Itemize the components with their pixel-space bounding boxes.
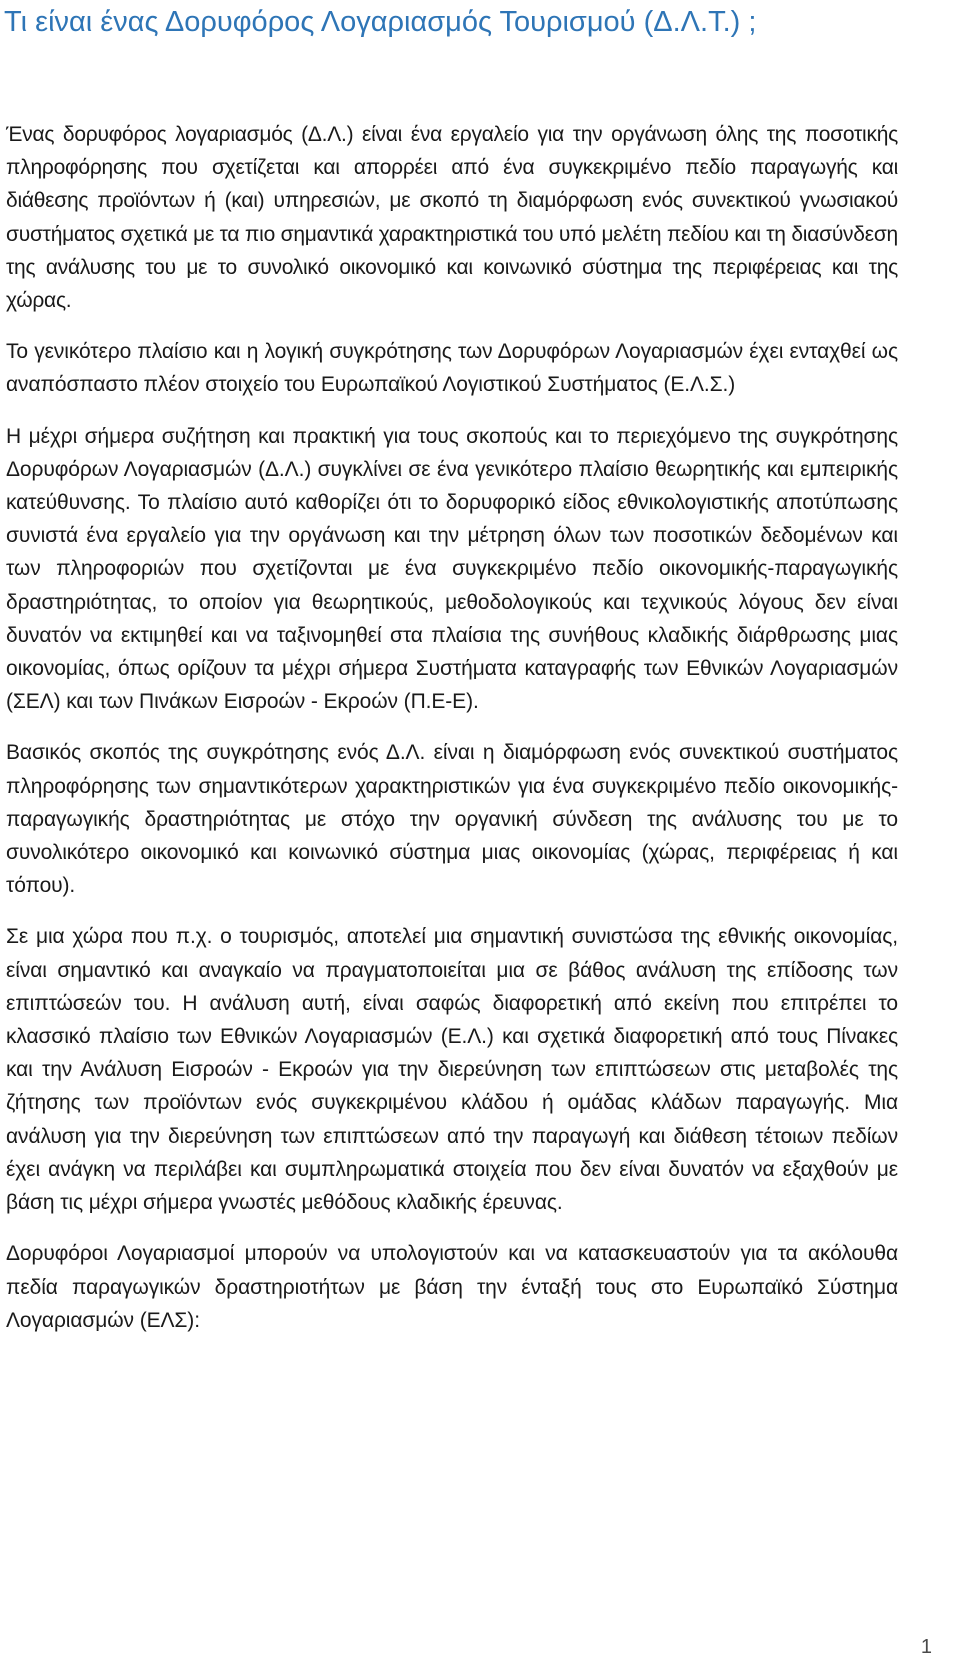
paragraph-tourism-example: Σε μια χώρα που π.χ. ο τουρισμός, αποτελεί μια σημαντική συνιστώσα της εθνικής οικονομίας, είναι σημαντικό και αναγκαίο να πραγματοποιείται μια σε βάθος ανάλυση της επίδοσης των επιπτώσεών του. Η ανάλυση αυτή, είναι σαφώς διαφορετική από εκείνη που επιτρέπει το κλασσικό πλαίσιο των Εθνικών Λογαριασμών (Ε.Λ.) και σχετικά διαφορετική από τους Πίνακες και την Ανάλυση Εισροών - Εκροών για την διερεύνηση των επιπτώσεων στις μεταβολές της ζήτησης των προϊόντων ενός συγκεκριμένου κλάδου ή ομάδας κλάδων παραγωγής. Μια ανάλυση για την διερεύνηση των επιπτώσεων από την παραγωγή και διάθεση τέτοιων πεδίων έχει ανάγκη να περιλάβει και συμπληρωματικά στοιχεία που δεν είναι δυνατόν να εξαχθούν με βάση τις μέχρι σήμερα γνωστές μεθόδους κλαδικής έρευνας. bbox=[6, 925, 898, 1215]
page-number: 1 bbox=[920, 1636, 932, 1658]
document-body bbox=[6, 118, 898, 1337]
paragraph-definition: Ένας δορυφόρος λογαριασμός (Δ.Λ.) είναι ένα εργαλείο για την οργάνωση όλης της ποσοτικής πληροφόρησης που σχετίζεται και απορρέει από ένα συγκεκριμένο πεδίο παραγωγής και διάθεσης προϊόντων ή (και) υπηρεσιών, με σκοπό τη διαμόρφωση ενός συνεκτικού γνωσιακού συστήματος σχετικά με τα πιο σημαντικά χαρακτηριστικά του υπό μελέτη πεδίου και τη διασύνδεση της ανάλυσης του με το συνολικό οικονομικό και κοινωνικό σύστημα της περιφέρειας και της χώρας. bbox=[6, 123, 898, 313]
paragraph-discussion: Η μέχρι σήμερα συζήτηση και πρακτική για τους σκοπούς και το περιεχόμενο της συγκρότησης Δορυφόρων Λογαριασμών (Δ.Λ.) συγκλίνει σε ένα γενικότερο πλαίσιο θεωρητικής και εμπειρικής κατεύθυνσης. Το πλαίσιο αυτό καθορίζει ότι το δορυφορικό είδος εθνικολογιστικής αποτύπωσης συνιστά ένα εργαλείο για την οργάνωση και την μέτρηση όλων των ποσοτικών δεδομένων και των πληροφοριών που σχετίζονται με ένα συγκεκριμένο πεδίο οικονομικής-παραγωγικής δραστηριότητας, το οποίον για θεωρητικούς, μεθοδολογικούς και τεχνικούς λόγους δεν είναι δυνατόν να εκτιμηθεί και να ταξινομηθεί στα πλαίσια της συνήθους κλαδικής διάρθρωσης μιας οικονομίας, όπως ορίζουν τα μέχρι σήμερα Συστήματα καταγραφής των Εθνικών Λογαριασμών (ΣΕΛ) και των Πινάκων Εισροών - Εκροών (Π.Ε-Ε). bbox=[6, 424, 898, 714]
page-title: Τι είναι ένας Δορυφόρος Λογαριασμός Τουρισμού (Δ.Λ.Τ.) ; bbox=[4, 6, 757, 38]
paragraph-framework: Το γενικότερο πλαίσιο και η λογική συγκρότησης των Δορυφόρων Λογαριασμών έχει ενταχθεί ως αναπόσπαστο πλέον στοιχείο του Ευρωπαϊκού Λογιστικού Συστήματος (Ε.Λ.Σ.) bbox=[6, 340, 898, 397]
paragraph-fields-intro: Δορυφόροι Λογαριασμοί μπορούν να υπολογιστούν και να κατασκευαστούν για τα ακόλουθα πεδία παραγωγικών δραστηριοτήτων με βάση την ένταξή τους στο Ευρωπαϊκό Σύστημα Λογαριασμών (ΕΛΣ): bbox=[6, 1242, 898, 1332]
paragraph-purpose: Βασικός σκοπός της συγκρότησης ενός Δ.Λ. είναι η διαμόρφωση ενός συνεκτικού συστήματος πληροφόρησης των σημαντικότερων χαρακτηριστικών για ένα συγκεκριμένο πεδίο οικονομικής-παραγωγικής δραστηριότητας με στόχο την οργανική σύνδεση της ανάλυσης του με το συνολικότερο οικονομικό και κοινωνικό σύστημα μιας οικονομίας (χώρας, περιφέρειας ή και τόπου). bbox=[6, 741, 898, 898]
